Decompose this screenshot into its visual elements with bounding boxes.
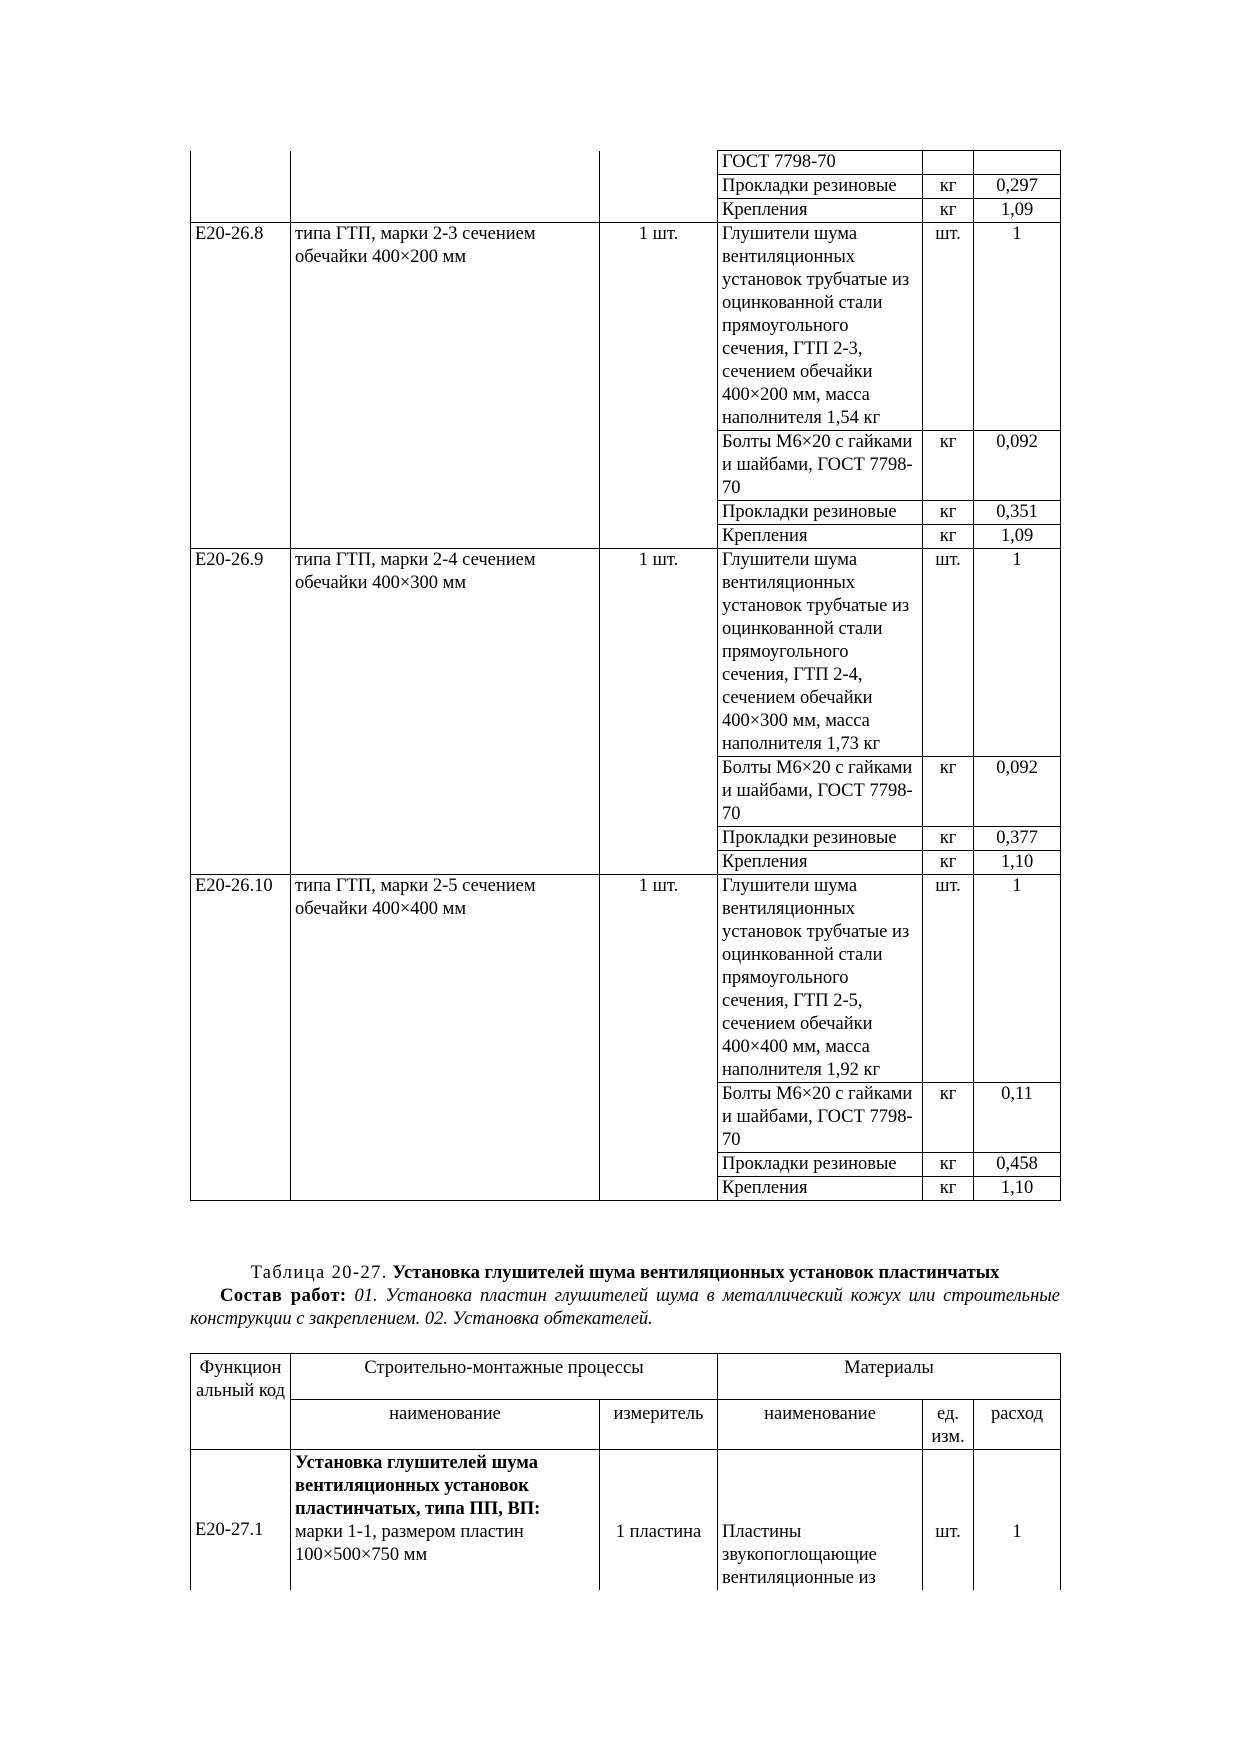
table-row bbox=[191, 501, 1061, 525]
row-measure-empty bbox=[600, 151, 718, 175]
row-unit bbox=[923, 151, 974, 175]
row-measure: 1 шт. bbox=[600, 549, 718, 757]
work-composition bbox=[190, 1285, 1060, 1331]
header-row-2 bbox=[191, 1400, 1061, 1450]
row-material: Пластины звукопоглощающие вентиляционные из bbox=[718, 1450, 923, 1591]
row-material: Глушители шума вентиляционных установок трубчатые из оцинкованной стали прямоугольного сечения, ГТП 2-4, сечением обечайки 400×300 мм, масса наполнителя 1,73 кг bbox=[718, 549, 923, 757]
row-unit: кг bbox=[923, 1083, 974, 1153]
row-amount: 1 bbox=[974, 875, 1061, 1083]
row-material: Прокладки резиновые bbox=[718, 827, 923, 851]
row-code-empty bbox=[191, 501, 291, 525]
row-material: Болты М6×20 с гайками и шайбами, ГОСТ 7798-70 bbox=[718, 757, 923, 827]
row-code-empty bbox=[191, 151, 291, 175]
row-code: Е20-26.10 bbox=[191, 875, 291, 1083]
row-amount: 1,10 bbox=[974, 1177, 1061, 1201]
row-measure: 1 шт. bbox=[600, 875, 718, 1083]
row-code-empty bbox=[191, 757, 291, 827]
row-code-empty bbox=[191, 199, 291, 223]
header-material-name: наименование bbox=[718, 1400, 923, 1450]
row-measure-empty bbox=[600, 757, 718, 827]
work-composition-label: Состав работ: bbox=[220, 1286, 347, 1306]
table-label: Таблица 20-27. bbox=[250, 1263, 388, 1283]
row-process-name: типа ГТП, марки 2-5 сечением обечайки 400×400 мм bbox=[291, 875, 600, 1083]
row-process-title: Установка глушителей шума вентиляционных установок пластинчатых, типа ПП, ВП: bbox=[295, 1453, 541, 1519]
row-material: Болты М6×20 с гайками и шайбами, ГОСТ 7798-70 bbox=[718, 431, 923, 501]
row-process-name: типа ГТП, марки 2-4 сечением обечайки 400×300 мм bbox=[291, 549, 600, 757]
table-row bbox=[191, 1153, 1061, 1177]
row-amount: 0,11 bbox=[974, 1083, 1061, 1153]
table-row bbox=[191, 175, 1061, 199]
row-process-name-empty bbox=[291, 1083, 600, 1153]
table-row bbox=[191, 431, 1061, 501]
header-amount: расход bbox=[974, 1400, 1061, 1450]
header-row-1 bbox=[191, 1354, 1061, 1400]
row-unit: кг bbox=[923, 431, 974, 501]
row-material: Прокладки резиновые bbox=[718, 501, 923, 525]
row-amount: 0,458 bbox=[974, 1153, 1061, 1177]
row-unit: шт. bbox=[923, 875, 974, 1083]
header-measure: измеритель bbox=[600, 1400, 718, 1450]
row-process-name-empty bbox=[291, 757, 600, 827]
row-measure-empty bbox=[600, 199, 718, 223]
row-process-name-empty bbox=[291, 1153, 600, 1177]
row-process-name-empty bbox=[291, 851, 600, 875]
table-row bbox=[191, 199, 1061, 223]
work-composition-text: 01. Установка пластин глушителей шума в металлический кожух или строительные конструкции с закреплением. 02. Установка обтекателей. bbox=[190, 1286, 1060, 1329]
row-process-name-empty bbox=[291, 501, 600, 525]
row-code-empty bbox=[191, 1083, 291, 1153]
row-process-name-empty bbox=[291, 1177, 600, 1201]
table-row bbox=[191, 525, 1061, 549]
norms-table-20-27 bbox=[190, 1353, 1061, 1590]
row-measure-empty bbox=[600, 827, 718, 851]
row-process-name-empty bbox=[291, 431, 600, 501]
row-code: Е20-27.1 bbox=[191, 1450, 291, 1591]
table-caption bbox=[190, 1262, 1060, 1331]
row-amount: 1,10 bbox=[974, 851, 1061, 875]
row-unit: кг bbox=[923, 175, 974, 199]
row-process-name-empty bbox=[291, 151, 600, 175]
row-code-empty bbox=[191, 1177, 291, 1201]
row-unit: шт. bbox=[923, 1450, 974, 1591]
row-measure-empty bbox=[600, 1153, 718, 1177]
row-unit: кг bbox=[923, 199, 974, 223]
row-measure-empty bbox=[600, 175, 718, 199]
row-material: ГОСТ 7798-70 bbox=[718, 151, 923, 175]
table-row bbox=[191, 827, 1061, 851]
table-row bbox=[191, 151, 1061, 175]
table-row bbox=[191, 757, 1061, 827]
row-material: Глушители шума вентиляционных установок трубчатые из оцинкованной стали прямоугольного сечения, ГТП 2-3, сечением обечайки 400×200 мм, масса наполнителя 1,54 кг bbox=[718, 223, 923, 431]
row-unit: кг bbox=[923, 757, 974, 827]
row-amount: 1,09 bbox=[974, 525, 1061, 549]
row-unit: шт. bbox=[923, 549, 974, 757]
row-unit: кг bbox=[923, 1177, 974, 1201]
row-code-empty bbox=[191, 525, 291, 549]
table-row bbox=[191, 851, 1061, 875]
row-process-name-empty bbox=[291, 525, 600, 549]
row-process-name-empty bbox=[291, 199, 600, 223]
row-unit: кг bbox=[923, 525, 974, 549]
row-unit: шт. bbox=[923, 223, 974, 431]
row-material: Крепления bbox=[718, 525, 923, 549]
row-unit: кг bbox=[923, 501, 974, 525]
table-row bbox=[191, 1083, 1061, 1153]
row-amount: 0,092 bbox=[974, 757, 1061, 827]
table-title-line bbox=[190, 1262, 1060, 1285]
row-amount: 1,09 bbox=[974, 199, 1061, 223]
row-amount: 0,297 bbox=[974, 175, 1061, 199]
table-row bbox=[191, 1450, 1061, 1591]
row-unit: кг bbox=[923, 827, 974, 851]
norms-table-20-26 bbox=[190, 150, 1061, 1201]
row-material: Прокладки резиновые bbox=[718, 1153, 923, 1177]
row-material: Прокладки резиновые bbox=[718, 175, 923, 199]
row-process-name-empty bbox=[291, 827, 600, 851]
header-materials: Материалы bbox=[718, 1354, 1061, 1400]
header-processes: Строительно-монтажные процессы bbox=[291, 1354, 718, 1400]
row-amount: 0,377 bbox=[974, 827, 1061, 851]
row-measure-empty bbox=[600, 1177, 718, 1201]
row-measure: 1 шт. bbox=[600, 223, 718, 431]
row-unit: кг bbox=[923, 1153, 974, 1177]
row-measure-empty bbox=[600, 525, 718, 549]
table-row bbox=[191, 549, 1061, 757]
row-process-name bbox=[291, 1450, 600, 1591]
row-measure-empty bbox=[600, 851, 718, 875]
row-measure-empty bbox=[600, 501, 718, 525]
row-code: Е20-26.9 bbox=[191, 549, 291, 757]
header-unit: ед. изм. bbox=[923, 1400, 974, 1450]
table-title: Установка глушителей шума вентиляционных установок пластинчатых bbox=[392, 1263, 1000, 1283]
header-func-code: Функцион альный код bbox=[191, 1354, 291, 1450]
row-code-empty bbox=[191, 175, 291, 199]
row-material: Болты М6×20 с гайками и шайбами, ГОСТ 7798-70 bbox=[718, 1083, 923, 1153]
row-code-empty bbox=[191, 851, 291, 875]
row-code-empty bbox=[191, 431, 291, 501]
header-process-name: наименование bbox=[291, 1400, 600, 1450]
table-row bbox=[191, 1177, 1061, 1201]
row-code: Е20-26.8 bbox=[191, 223, 291, 431]
row-measure-empty bbox=[600, 431, 718, 501]
table-row bbox=[191, 223, 1061, 431]
row-material: Крепления bbox=[718, 199, 923, 223]
row-process-name: типа ГТП, марки 2-3 сечением обечайки 400×200 мм bbox=[291, 223, 600, 431]
row-amount bbox=[974, 151, 1061, 175]
row-code-empty bbox=[191, 1153, 291, 1177]
row-amount: 1 bbox=[974, 1450, 1061, 1591]
row-process-subname: марки 1-1, размером пластин 100×500×750 мм bbox=[295, 1522, 524, 1565]
row-material: Крепления bbox=[718, 1177, 923, 1201]
row-material: Крепления bbox=[718, 851, 923, 875]
row-process-name-empty bbox=[291, 175, 600, 199]
row-amount: 0,351 bbox=[974, 501, 1061, 525]
row-amount: 0,092 bbox=[974, 431, 1061, 501]
row-measure: 1 пластина bbox=[600, 1450, 718, 1591]
row-material: Глушители шума вентиляционных установок трубчатые из оцинкованной стали прямоугольного сечения, ГТП 2-5, сечением обечайки 400×400 мм, масса наполнителя 1,92 кг bbox=[718, 875, 923, 1083]
table-row bbox=[191, 875, 1061, 1083]
row-amount: 1 bbox=[974, 223, 1061, 431]
row-measure-empty bbox=[600, 1083, 718, 1153]
row-unit: кг bbox=[923, 851, 974, 875]
row-amount: 1 bbox=[974, 549, 1061, 757]
row-code-empty bbox=[191, 827, 291, 851]
